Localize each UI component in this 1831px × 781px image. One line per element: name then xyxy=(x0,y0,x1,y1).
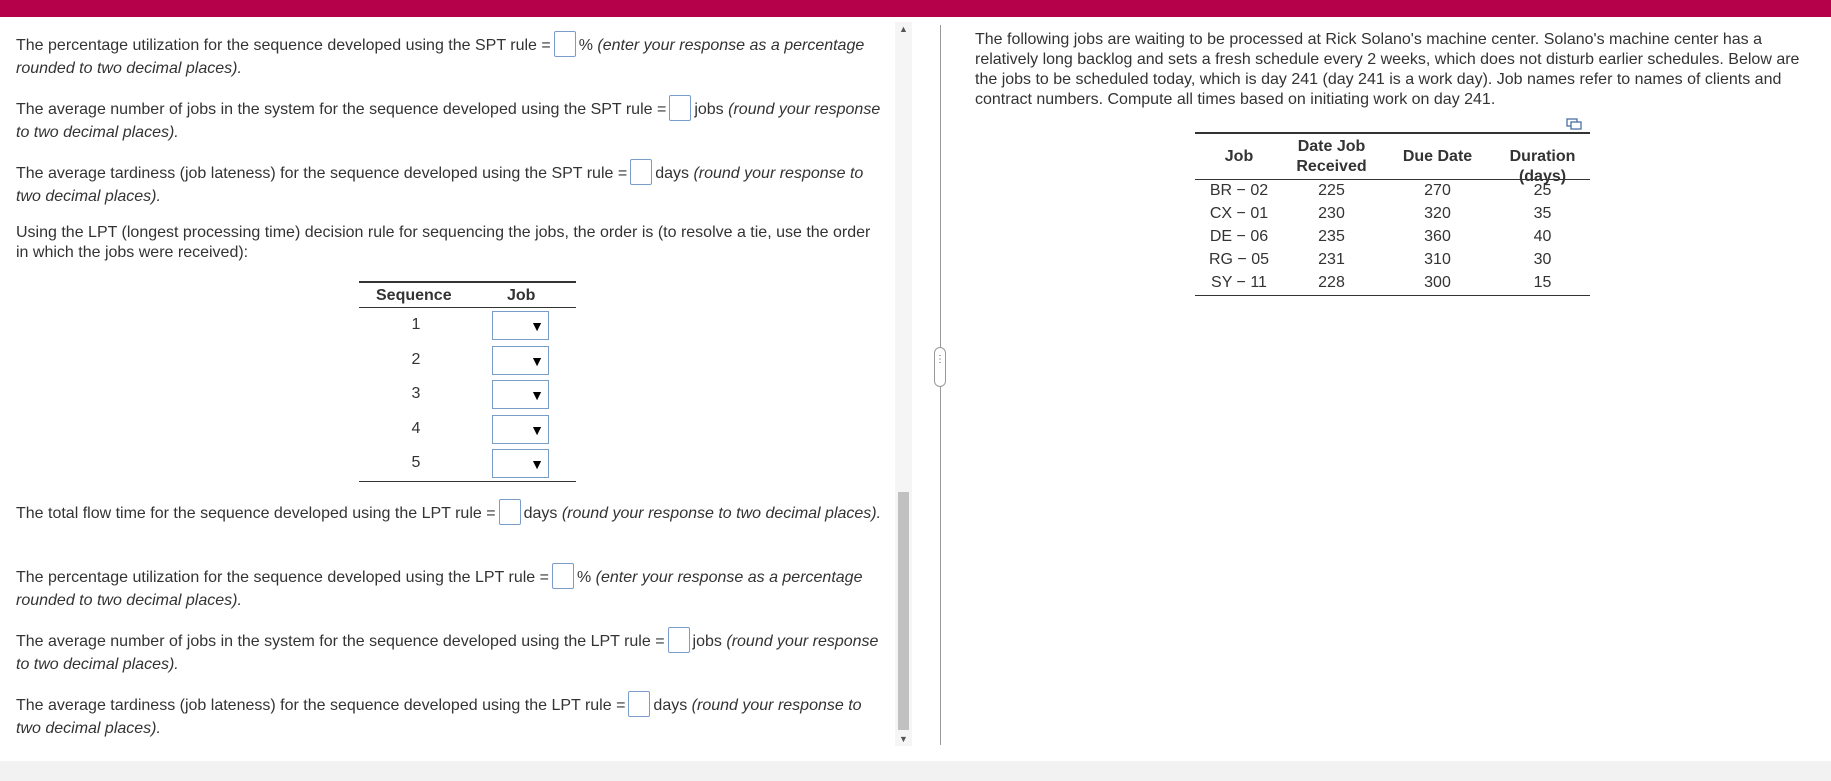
problem-statement-pane xyxy=(975,30,1805,291)
questions-pane xyxy=(0,17,895,761)
scroll-up-icon[interactable]: ▲ xyxy=(899,24,908,34)
lpt-intro-text: Using the LPT (longest processing time) decision rule for sequencing the jobs, the order is (to resolve a tie, use the order in which the jobs were received): xyxy=(16,224,871,261)
sequence-column-header: Sequence xyxy=(376,287,452,304)
pane-resize-handle-icon[interactable]: ⋮ xyxy=(934,347,946,387)
jobs-table-header xyxy=(1195,132,1590,185)
top-brand-bar xyxy=(0,0,1831,17)
sequence-row: 5 ▼ xyxy=(359,446,576,481)
job-header: Job xyxy=(1224,148,1254,165)
spt-tardiness-input[interactable] xyxy=(630,159,652,185)
lpt-flow-time-input[interactable] xyxy=(499,499,521,525)
date-received-header-line2: Received xyxy=(1296,158,1367,175)
job-select-1[interactable] xyxy=(492,311,549,340)
lpt-avg-jobs-input[interactable] xyxy=(668,627,690,653)
lpt-utilization-input[interactable] xyxy=(552,563,574,589)
sequence-row: 4 ▼ xyxy=(359,412,576,447)
dropdown-arrow-icon: ▼ xyxy=(530,456,544,472)
sequence-row: 1 ▼ xyxy=(359,308,576,343)
spt-utilization-input[interactable] xyxy=(554,31,576,57)
dropdown-arrow-icon: ▼ xyxy=(530,352,544,369)
table-row: RG − 05 231 310 30 xyxy=(1208,251,1552,268)
table-row: DE − 06 235 360 40 xyxy=(1209,228,1552,245)
dropdown-arrow-icon: ▼ xyxy=(530,421,544,438)
dropdown-arrow-icon: ▼ xyxy=(530,318,544,334)
table-row: SY − 11 228 300 15 xyxy=(1211,274,1552,291)
sequence-table-footer-rule xyxy=(359,481,576,482)
question-spt-tardiness: The average tardiness (job lateness) for the sequence developed using the SPT rule = days (round your response to two decimal places). xyxy=(16,159,886,208)
table-row: CX − 01 230 320 35 xyxy=(1209,205,1552,222)
dropdown-arrow-icon: ▼ xyxy=(530,387,544,403)
sequence-row: 3 ▼ xyxy=(359,377,576,412)
jobs-table xyxy=(1195,132,1590,296)
table-row: BR − 02 225 270 25 xyxy=(1209,182,1552,199)
question-lpt-tardiness: The average tardiness (job lateness) for the sequence developed using the LPT rule = days (round your response to two decimal places). xyxy=(16,691,886,740)
duration-header: Duration (days) xyxy=(1509,148,1576,185)
question-spt-avg-jobs: The average number of jobs in the system for the sequence developed using the SPT rule = jobs (round your response to two decimal places). xyxy=(16,95,886,144)
question-lpt-utilization: The percentage utilization for the sequence developed using the LPT rule = % (enter your response as a percentage rounded to two decimal places). xyxy=(16,563,886,612)
job-select-2[interactable] xyxy=(492,346,549,375)
date-received-header-line1: Date Job xyxy=(1297,138,1366,155)
sequence-row: 2 ▼ xyxy=(359,343,576,378)
question-lpt-flow-time: The total flow time for the sequence developed using the LPT rule = days (round your response to two decimal places). xyxy=(16,499,886,525)
spt-avg-jobs-input[interactable] xyxy=(669,95,691,121)
scroll-down-icon[interactable]: ▼ xyxy=(899,734,908,744)
copy-table-icon[interactable] xyxy=(1566,118,1582,130)
question-spt-utilization: The percentage utilization for the sequence developed using the SPT rule = % (enter your response as a percentage rounded to two decimal places). xyxy=(16,31,886,80)
job-select-5[interactable] xyxy=(492,449,549,478)
lpt-tardiness-input[interactable] xyxy=(628,691,650,717)
job-select-3[interactable] xyxy=(492,380,549,409)
lpt-sequence-table xyxy=(359,281,576,482)
due-date-header: Due Date xyxy=(1402,148,1473,165)
left-pane-scrollbar[interactable] xyxy=(895,22,912,746)
job-select-4[interactable] xyxy=(492,415,549,444)
jobs-table-footer-rule xyxy=(1195,295,1590,296)
problem-intro-text: The following jobs are waiting to be processed at Rick Solano's machine center. Solano's machine center has a relatively long backlog and sets a fresh schedule every 2 weeks, which does not disturb earlier schedules. Below are the jobs to be scheduled today, which is day 241 (day 241 is a work day). Job names refer to names of clients and contract numbers. Compute all times based on initiating work on day 241. xyxy=(975,31,1800,108)
job-column-header: Job xyxy=(507,287,536,304)
scroll-thumb[interactable] xyxy=(898,492,909,730)
sequence-table-header xyxy=(359,281,576,308)
question-lpt-avg-jobs: The average number of jobs in the system for the sequence developed using the LPT rule = jobs (round your response to two decimal places). xyxy=(16,627,886,676)
bottom-bar xyxy=(0,761,1831,781)
